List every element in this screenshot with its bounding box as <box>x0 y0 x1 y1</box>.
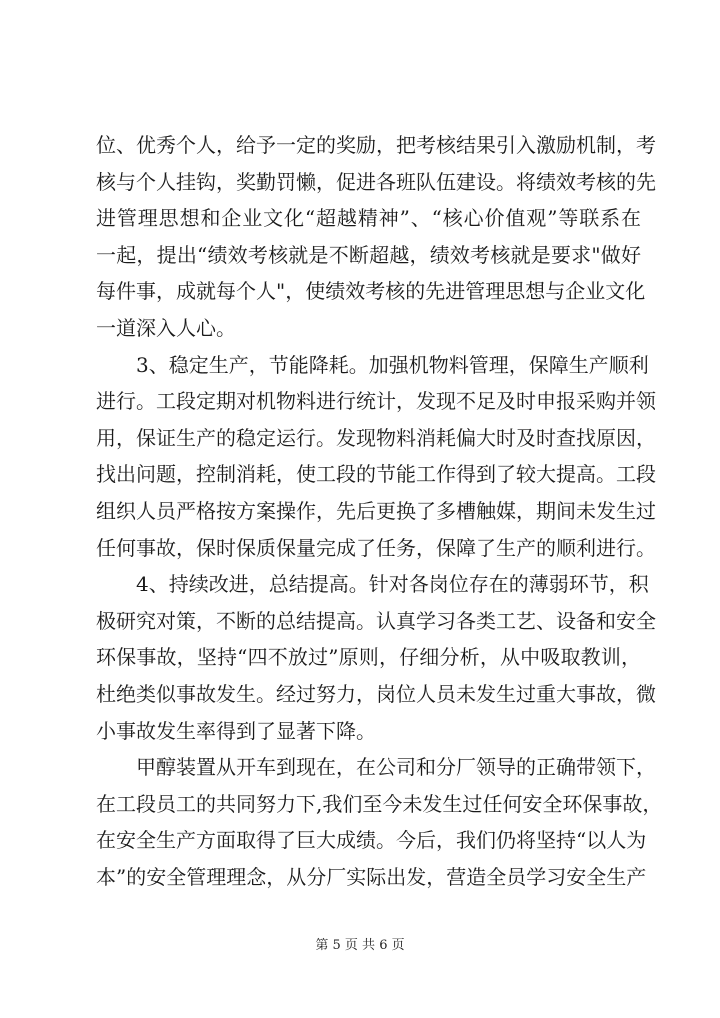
text-line: 找出问题，控制消耗，使工段的节能工作得到了较大提高。工段 <box>96 462 656 487</box>
text-line: 组织人员严格按方案操作，先后更换了多槽触媒，期间未发生过 <box>96 498 656 523</box>
body-text <box>96 127 663 895</box>
text-line: 本”的安全管理理念，从分厂实际出发，营造全员学习安全生产 <box>96 864 647 889</box>
text-line: 杜绝类似事故发生。经过努力，岗位人员未发生过重大事故，微 <box>96 681 656 706</box>
text-line: 小事故发生率得到了显著下降。 <box>96 718 376 743</box>
text-line: 位、优秀个人，给予一定的奖励，把考核结果引入激励机制，考 <box>96 133 656 157</box>
text-line: 一起，提出“绩效考核就是不断超越，绩效考核就是要求"做好 <box>96 242 641 267</box>
paragraph-start-line: 甲醇装置从开车到现在，在公司和分厂领导的正确带领下， <box>136 755 656 780</box>
text-line: 环保事故，坚持“四不放过”原则，仔细分析，从中吸取教训， <box>96 645 641 670</box>
paragraph-start-line: 3、稳定生产，节能降耗。加强机物料管理，保障生产顺利 <box>136 352 649 377</box>
text-line: 进管理思想和企业文化“超越精神”、“核心价值观”等联系在 <box>96 206 641 231</box>
paragraph-start-line: 4、持续改进，总结提高。针对各岗位存在的薄弱环节，积 <box>136 572 649 597</box>
text-line: 任何事故，保时保质保量完成了任务，保障了生产的顺利进行。 <box>96 535 656 560</box>
text-line: 每件事，成就每个人"，使绩效考核的先进管理思想与企业文化 <box>96 279 646 304</box>
text-line: 进行。工段定期对机物料进行统计，发现不足及时申报采购并领 <box>96 389 656 414</box>
text-line: 一道深入人心。 <box>96 315 236 340</box>
text-line: 在安全生产方面取得了巨大成绩。今后，我们仍将坚持“以人为 <box>96 828 647 853</box>
text-line: 在工段员工的共同努力下,我们至今未发生过任何安全环保事故， <box>96 791 663 816</box>
text-line: 用，保证生产的稳定运行。发现物料消耗偏大时及时查找原因， <box>96 425 656 450</box>
page-number-footer: 第 5 页 共 6 页 <box>315 938 405 953</box>
text-line: 极研究对策，不断的总结提高。认真学习各类工艺、设备和安全 <box>96 608 656 633</box>
text-line: 核与个人挂钩，奖勤罚懒，促进各班队伍建设。将绩效考核的先 <box>96 169 656 194</box>
